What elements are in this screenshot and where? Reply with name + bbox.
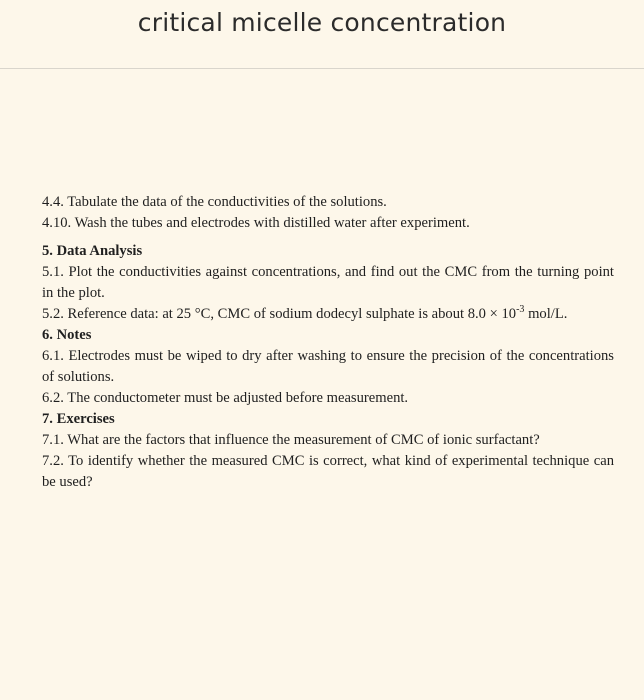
document-body	[42, 192, 614, 493]
item-5-2-unit: mol/L.	[524, 306, 568, 322]
step-4-10: 4.10. Wash the tubes and electrodes with distilled water after experiment.	[42, 215, 470, 231]
step-4-4: 4.4. Tabulate the data of the conductivities of the solutions.	[42, 194, 387, 210]
page-header	[0, 0, 644, 69]
page-title: critical micelle concentration	[137, 8, 507, 37]
item-6-2: 6.2. The conductometer must be adjusted before measurement.	[42, 390, 409, 406]
paragraph-gap	[42, 234, 614, 241]
section-7-heading: 7. Exercises	[42, 411, 115, 427]
item-7-2: 7.2. To identify whether the measured CMC is correct, what kind of experimental technique can be used?	[42, 453, 614, 490]
item-5-2-text: 5.2. Reference data: at 25 °C, CMC of sodium dodecyl sulphate is about 8.0 × 10	[42, 306, 517, 322]
item-5-1: 5.1. Plot the conductivities against concentrations, and find out the CMC from the turning point in the plot.	[42, 264, 614, 301]
item-6-1: 6.1. Electrodes must be wiped to dry after washing to ensure the precision of the concentrations of solutions.	[42, 348, 614, 385]
item-7-1: 7.1. What are the factors that influence the measurement of CMC of ionic surfactant?	[42, 432, 540, 448]
section-5-heading: 5. Data Analysis	[42, 243, 143, 259]
item-5-2	[42, 304, 614, 325]
item-5-2-exponent: -3	[516, 304, 525, 315]
section-6-heading: 6. Notes	[42, 327, 92, 343]
